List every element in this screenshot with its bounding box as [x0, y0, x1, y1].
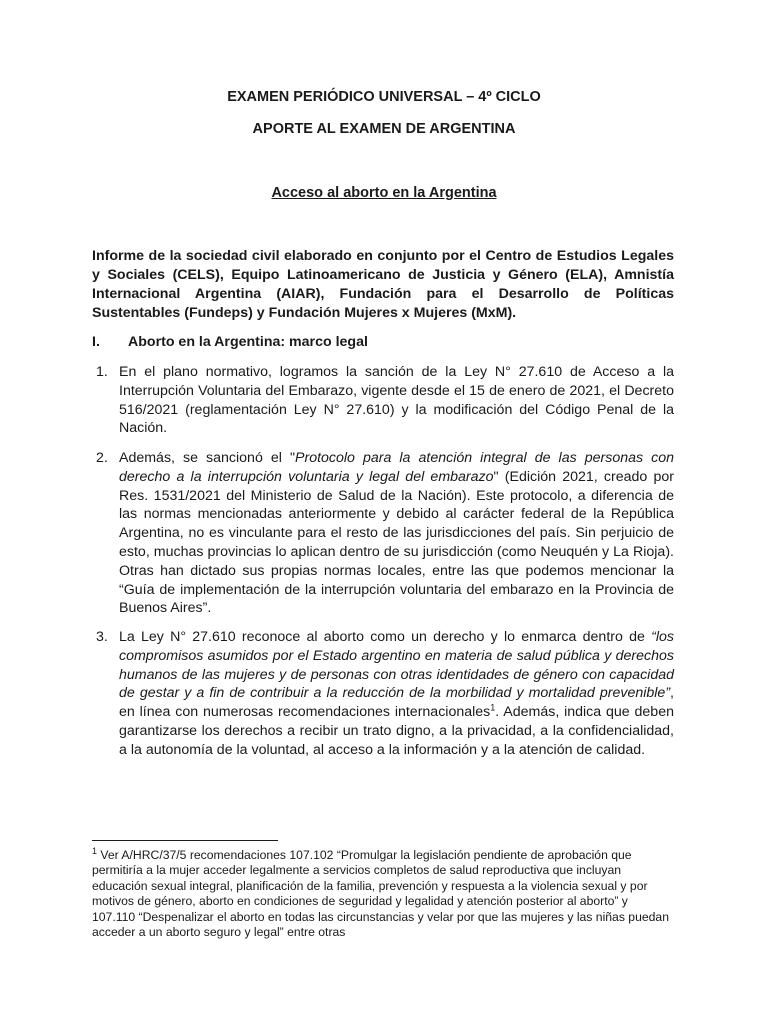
text-run: La Ley N° 27.610 reconoce al aborto como un derecho y lo enmarca dentro de	[119, 629, 652, 645]
section-heading	[92, 333, 674, 352]
list-item-text: En el plano normativo, logramos la sanción de la Ley N° 27.610 de Acceso a la Interrupción Voluntaria del Embarazo, vigente desde el 15 de enero de 2021, el Decreto 516/2021 (reglamentación Ley N° 27.610) y la modificación del Código Penal de la Nación.	[119, 364, 674, 437]
protocol-title-italic: Protocolo para la atención integral de las personas con derecho a la interrupción voluntaria y legal del embarazo	[119, 450, 674, 485]
text-run: . Además, indica que deben garantizarse los derechos a recibir un trato digno, a la privacidad, a la confidencialidad, a la autonomía de la voluntad, al acceso a la información y a la atención de calidad.	[119, 704, 674, 758]
footnote	[92, 845, 672, 940]
document-topic-heading	[0, 184, 768, 202]
text-run: Además, se sancionó el "	[119, 450, 295, 466]
section-title: Aborto en la Argentina: marco legal	[128, 334, 368, 350]
document-subtitle: APORTE AL EXAMEN DE ARGENTINA	[252, 121, 516, 137]
list-item-3	[92, 628, 674, 760]
footnote-divider	[92, 840, 278, 841]
intro-paragraph: Informe de la sociedad civil elaborado en conjunto por el Centro de Estudios Legales y Sociales (CELS), Equipo Latinoamericano de Justicia y Género (ELA), Amnistía Internacional Argentina (AIAR), Fundación para el Desarrollo de Políticas Sustentables (Fundeps) y Fundación Mujeres x Mujeres (MxM).	[92, 248, 674, 321]
footnote-text: Ver A/HRC/37/5 recomendaciones 107.102 “Promulgar la legislación pendiente de aprobación que permitiría a la mujer acceder legalmente a servicios completos de salud reproductiva que incluyan educación sexual integral, planificación de la familia, prevención y respuesta a la violencia sexual y por motivos de género, aborto en condiciones de seguridad y legalidad y atención posterior al aborto” y 107.110 “Despenalizar el aborto en todas las circunstancias y velar por que las mujeres y las niñas puedan acceder a un aborto seguro y legal” entre otras	[92, 848, 669, 940]
list-item-1	[92, 363, 674, 438]
text-run: " (Edición 2021, creado por Res. 1531/2021 del Ministerio de Salud de la Nación). Este protocolo, a diferencia de las normas mencionadas anteriormente y debido al carácter federal de la República Argentina, no es vinculante para el resto de las jurisdicciones del país. Sin perjuicio de esto, muchas provincias lo aplican dentro de su jurisdicción (como Neuquén y La Rioja). Otras han dictado sus propias normas locales, entre las que podemos mencionar la “Guía de implementación de la interrupción voluntaria del embarazo en la Provincia de Buenos Aires”.	[119, 468, 675, 617]
law-quote-italic: “los compromisos asumidos por el Estado argentino en materia de salud pública y derechos humanos de las mujeres y de personas con otras identidades de género con capacidad de gestar y a fin de contribuir a la reducción de la morbilidad y mortalidad prevenible”	[119, 629, 674, 702]
list-item-text	[119, 628, 674, 760]
list-item-number: 2.	[96, 450, 108, 466]
section-number: I.	[92, 334, 100, 350]
list-item-text	[119, 449, 674, 618]
document-title: EXAMEN PERIÓDICO UNIVERSAL – 4º CICLO	[227, 89, 541, 105]
document-topic-text: Acceso al aborto en la Argentina	[271, 185, 497, 201]
list-item-number: 3.	[96, 629, 108, 645]
footnote-number: 1	[92, 845, 98, 856]
list-item-2	[92, 449, 674, 618]
text-run: , en línea con numerosas recomendaciones internacionales	[119, 685, 674, 721]
footnote-reference[interactable]: 1	[490, 702, 496, 713]
list-item-number: 1.	[96, 364, 108, 380]
